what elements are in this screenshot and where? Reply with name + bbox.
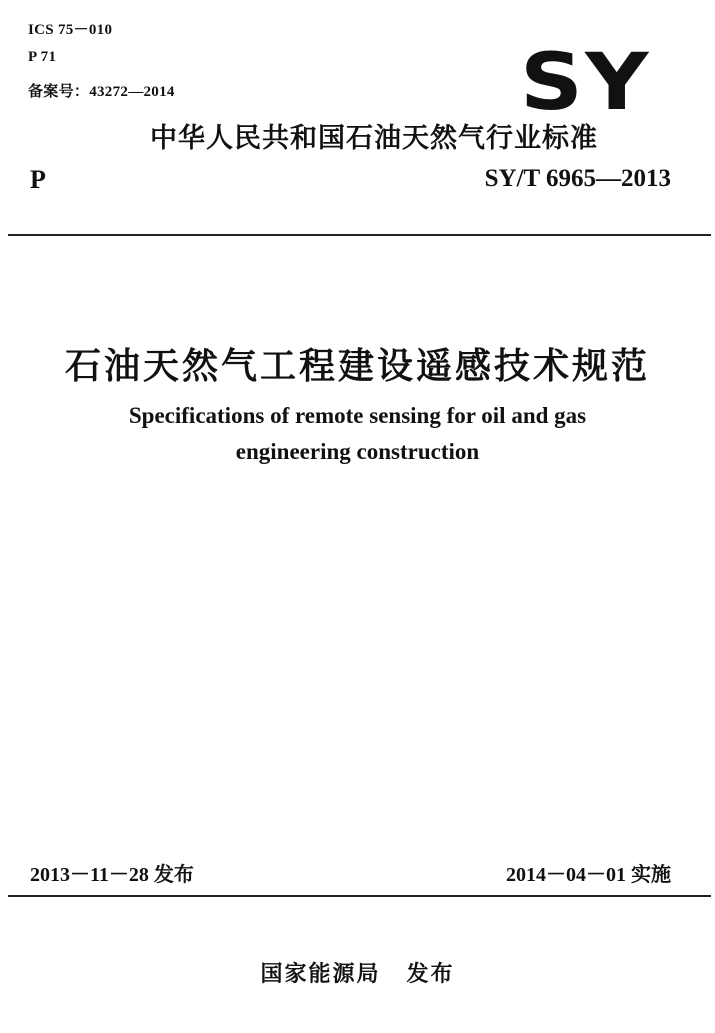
top-divider [8,234,711,236]
ics-code: ICS 75－010 [28,22,113,38]
bottom-divider [8,895,711,897]
org-standard-title: 中华人民共和国石油天然气行业标准 [150,123,598,154]
filing-number: 备案号：43272—2014 [28,84,175,100]
publisher-name: 国家能源局 [260,962,381,987]
issue-date: 2013－11－28 发布 [30,864,194,886]
standard-number: SY/T 6965—2013 [484,165,671,192]
publisher-action: 发布 [406,962,455,987]
ccs-code: P 71 [28,49,57,65]
title-english-line-2: engineering construction [235,439,480,464]
title-english-line-1: Specifications of remote sensing for oil and gas [128,403,587,428]
category-letter: P [30,165,46,194]
title-chinese: 石油天然气工程建设遥感技术规范 [64,346,650,387]
sy-logo: SY [520,38,651,128]
implementation-date: 2014－04－01 实施 [506,864,671,886]
publisher-line [0,957,715,988]
